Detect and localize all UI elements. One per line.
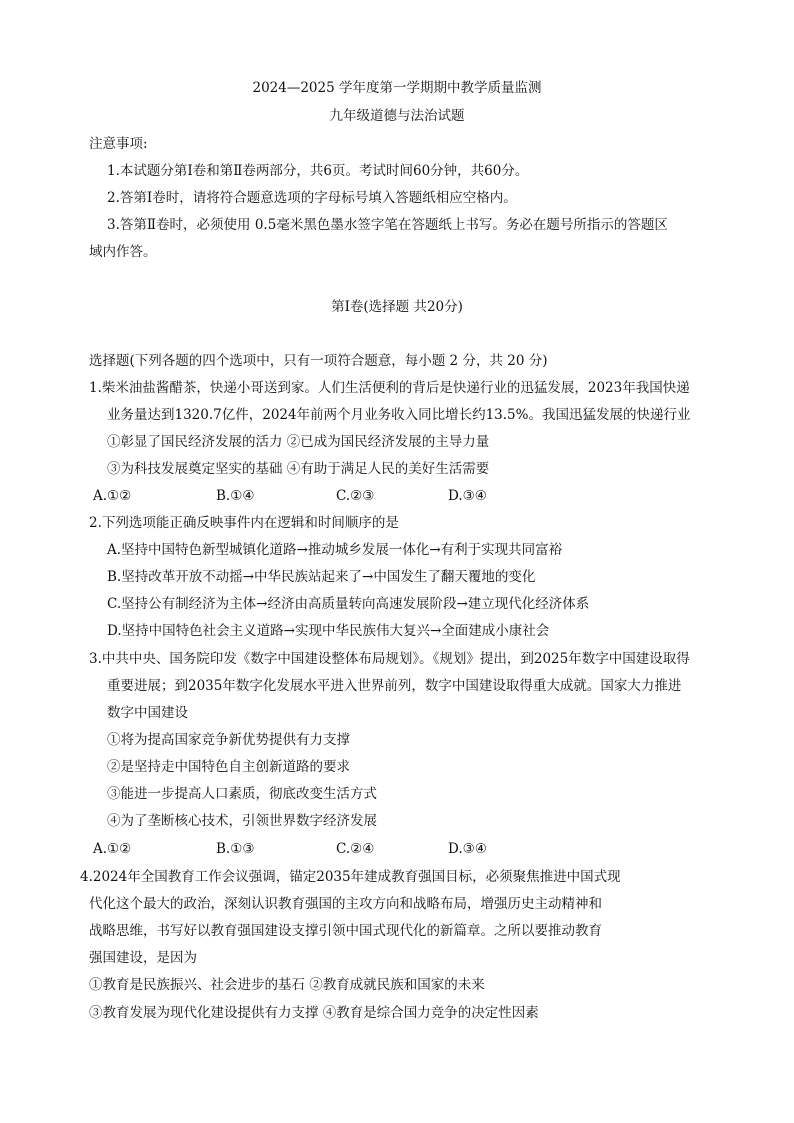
question-stem: 数字中国建设 bbox=[107, 705, 188, 721]
exam-title: 2024—2025 学年度第一学期期中教学质量监测 bbox=[252, 80, 542, 96]
option-d[interactable]: D.③④ bbox=[448, 841, 487, 857]
question-stem: 战略思维，书写好以教育强国建设支撑引领中国式现代化的新篇章。之所以要推动教育 bbox=[89, 923, 602, 939]
question-stem: 2.下列选项能正确反映事件内在逻辑和时间顺序的是 bbox=[89, 515, 399, 531]
question-statement: ①彰显了国民经济发展的活力 ②已成为国民经济发展的主导力量 bbox=[107, 434, 490, 450]
notice-item: 1.本试题分第Ⅰ卷和第Ⅱ卷两部分，共6页。考试时间60分钟，共60分。 bbox=[107, 163, 529, 179]
option-a[interactable]: A.坚持中国特色新型城镇化道路→推动城乡发展一体化→有利于实现共同富裕 bbox=[107, 542, 563, 558]
option-c[interactable]: C.②④ bbox=[336, 841, 375, 857]
option-b[interactable]: B.①③ bbox=[216, 841, 255, 857]
question-statement: ③教育发展为现代化建设提供有力支撑 ④教育是综合国力竞争的决定性因素 bbox=[89, 1005, 539, 1021]
section-instruction: 选择题(下列各题的四个选项中，只有一项符合题意，每小题 2 分，共 20 分) bbox=[89, 353, 548, 369]
question-statement: ①教育是民族振兴、社会进步的基石 ②教育成就民族和国家的未来 bbox=[89, 977, 485, 993]
option-a[interactable]: A.①② bbox=[93, 841, 132, 857]
option-a[interactable]: A.①② bbox=[93, 488, 132, 504]
notice-item: 3.答第Ⅱ卷时，必须使用 0.5毫米黑色墨水签字笔在答题纸上书写。务必在题号所指示的答题区 bbox=[107, 217, 668, 233]
question-statement: ④为了垄断核心技术，引领世界数字经济发展 bbox=[107, 813, 377, 829]
question-stem: 1.柴米油盐酱醋茶，快递小哥送到家。人们生活便利的背后是快递行业的迅猛发展，2023年我国快递 bbox=[89, 380, 690, 396]
notice-item: 域内作答。 bbox=[89, 244, 157, 260]
question-stem: 业务量达到1320.7亿件，2024年前两个月业务收入同比增长约13.5%。我国迅猛发展的快递行业 bbox=[107, 407, 691, 423]
question-statement: ③能进一步提高人口素质，彻底改变生活方式 bbox=[107, 786, 377, 802]
question-stem: 重要进展；到2035年数字化发展水平进入世界前列，数字中国建设取得重大成就。国家大力推进 bbox=[107, 678, 682, 694]
question-stem: 4.2024年全国教育工作会议强调，锚定2035年建成教育强国目标，必须聚焦推进中国式现 bbox=[80, 869, 621, 885]
question-statement: ③为科技发展奠定坚实的基础 ④有助于满足人民的美好生活需要 bbox=[107, 461, 490, 477]
section-title: 第Ⅰ卷(选择题 共20分) bbox=[331, 299, 463, 315]
question-stem: 强国建设，是因为 bbox=[89, 950, 197, 966]
question-statement: ①将为提高国家竞争新优势提供有力支撑 bbox=[107, 732, 350, 748]
question-statement: ②是坚持走中国特色自主创新道路的要求 bbox=[107, 759, 350, 775]
notice-heading: 注意事项: bbox=[89, 136, 148, 152]
exam-subtitle: 九年级道德与法治试题 bbox=[329, 108, 465, 124]
option-b[interactable]: B.①④ bbox=[216, 488, 255, 504]
option-c[interactable]: C.②③ bbox=[336, 488, 375, 504]
option-d[interactable]: D.坚持中国特色社会主义道路→实现中华民族伟大复兴→全面建成小康社会 bbox=[107, 623, 550, 639]
notice-item: 2.答第Ⅰ卷时，请将符合题意选项的字母标号填入答题纸相应空格内。 bbox=[107, 190, 517, 206]
option-c[interactable]: C.坚持公有制经济为主体→经济由高质量转向高速发展阶段→建立现代化经济体系 bbox=[107, 596, 590, 612]
option-d[interactable]: D.③④ bbox=[448, 488, 487, 504]
option-b[interactable]: B.坚持改革开放不动摇→中华民族站起来了→中国发生了翻天覆地的变化 bbox=[107, 569, 536, 585]
question-stem: 代化这个最大的政治，深刻认识教育强国的主攻方向和战略布局，增强历史主动精神和 bbox=[89, 896, 602, 912]
question-stem: 3.中共中央、国务院印发《数字中国建设整体布局规划》。《规划》提出，到2025年数字中国建设取得 bbox=[89, 651, 690, 667]
